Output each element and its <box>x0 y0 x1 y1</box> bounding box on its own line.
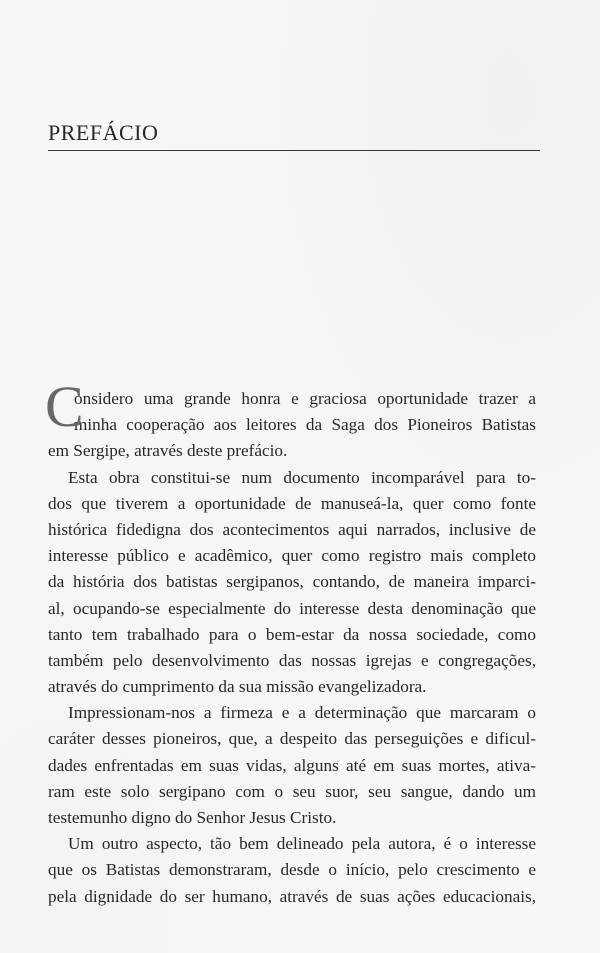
text-line: minha cooperação aos leitores da Saga dos Pioneiros Batistas <box>74 415 536 435</box>
text-line: através do cumprimento da sua missão evangelizadora. <box>48 677 427 697</box>
heading-underline <box>48 150 540 151</box>
text-line: da história dos batistas sergipanos, contando, de maneira imparci- <box>48 572 536 592</box>
text-line: pela dignidade do ser humano, através de suas ações educacionais, <box>48 886 536 906</box>
text-line: em Sergipe, através deste prefácio. <box>48 441 288 461</box>
text-line: interesse público e acadêmico, quer como registro mais completo <box>48 546 536 566</box>
text-line: Esta obra constitui-se num documento incomparável para to- <box>68 467 536 487</box>
chapter-title: PREFÁCIO <box>48 120 159 145</box>
text-line: testemunho digno do Senhor Jesus Cristo. <box>48 808 337 827</box>
text-line: dos que tiverem a oportunidade de manuseá-la, quer como fonte <box>48 493 536 513</box>
text-line: histórica fidedigna dos acontecimentos aqui narrados, inclusive de <box>48 519 536 539</box>
text-line: caráter desses pioneiros, que, a despeito das perseguições e dificul- <box>48 729 536 749</box>
text-line: Impressionam-nos a firmeza e a determinação que marcaram o <box>68 703 536 723</box>
text-line: dades enfrentadas em suas vidas, alguns até em suas mortes, ativa- <box>48 755 536 775</box>
preface-body <box>45 374 536 910</box>
text-line: também pelo desenvolvimento das nossas igrejas e congregações, <box>48 650 536 670</box>
paragraph-4 <box>48 831 536 910</box>
text-line: onsidero uma grande honra e graciosa oportunidade trazer a <box>74 389 536 408</box>
text-line: que os Batistas demonstraram, desde o início, pelo crescimento e <box>48 860 536 880</box>
text-line: Um outro aspecto, tão bem delineado pela autora, é o interesse <box>68 834 536 854</box>
text-line: tanto tem trabalhado para o bem-estar da nossa sociedade, como <box>48 624 536 644</box>
text-line: al, ocupando-se especialmente do interesse desta denominação que <box>48 598 536 618</box>
drop-cap-letter: C <box>45 374 84 439</box>
paragraph-1 <box>45 374 536 465</box>
paragraph-2 <box>48 465 536 701</box>
paragraph-3 <box>48 700 536 831</box>
chapter-heading <box>48 118 540 151</box>
text-line: ram este solo sergipano com o seu suor, seu sangue, dando um <box>48 781 536 801</box>
